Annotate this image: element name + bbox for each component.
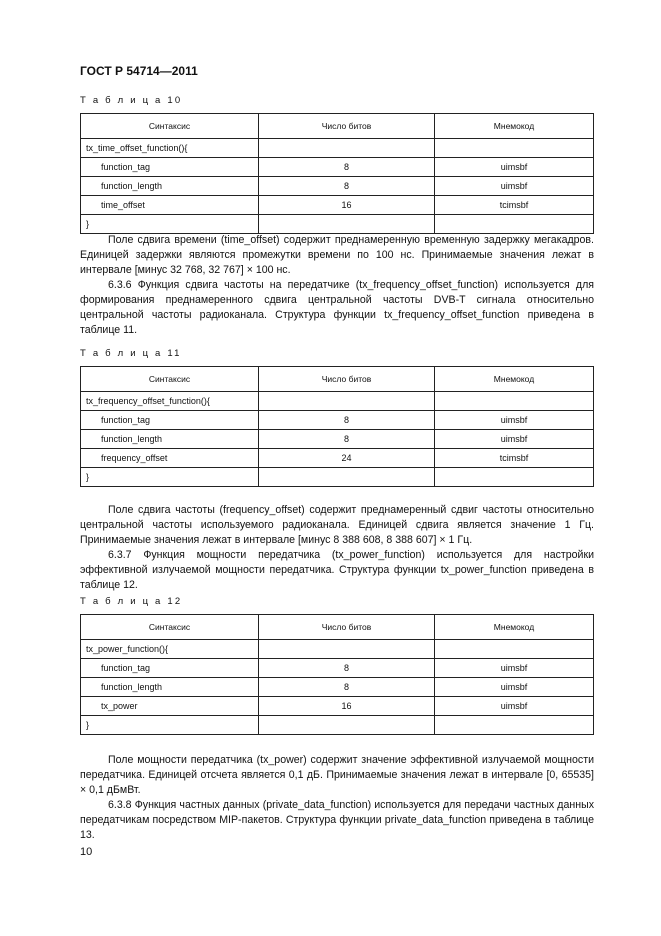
table-cell bbox=[435, 392, 594, 411]
body-text bbox=[80, 233, 594, 338]
table-cell: uimsbf bbox=[435, 411, 594, 430]
paragraph: 6.3.7 Функция мощности передатчика (tx_power_function) используется для настройки эффективной излучаемой мощности передатчика. Структура функции tx_power_function приведена в таблице 12. bbox=[80, 549, 594, 591]
paragraph: Поле мощности передатчика (tx_power) содержит значение эффективной излучаемой мощности передатчика. Единицей отсчета является 0,1 дБ. Принимаемые значения лежат в интервале [0, 65535] × 0,1 дБмВт. bbox=[80, 754, 594, 796]
column-header: Синтаксис bbox=[81, 367, 259, 392]
column-header: Синтаксис bbox=[81, 615, 259, 640]
table-row bbox=[81, 430, 594, 449]
table-cell: tcimsbf bbox=[435, 196, 594, 215]
table-cell bbox=[259, 640, 435, 659]
table-row bbox=[81, 697, 594, 716]
table-cell: tx_frequency_offset_function(){ bbox=[81, 392, 259, 411]
table-row bbox=[81, 158, 594, 177]
table-cell: 8 bbox=[259, 177, 435, 196]
table-cell bbox=[435, 215, 594, 234]
table-row bbox=[81, 215, 594, 234]
table-cell: } bbox=[81, 215, 259, 234]
table-cell bbox=[435, 716, 594, 735]
table-cell: time_offset bbox=[81, 196, 259, 215]
table-cell: uimsbf bbox=[435, 430, 594, 449]
table-row bbox=[81, 196, 594, 215]
column-header: Число битов bbox=[259, 615, 435, 640]
table-cell: uimsbf bbox=[435, 158, 594, 177]
table-cell bbox=[435, 139, 594, 158]
table-cell: uimsbf bbox=[435, 659, 594, 678]
table-caption: Т а б л и ц а 12 bbox=[80, 596, 183, 607]
column-header: Мнемокод bbox=[435, 114, 594, 139]
table-cell: uimsbf bbox=[435, 177, 594, 196]
table-cell: 16 bbox=[259, 196, 435, 215]
table-row bbox=[81, 177, 594, 196]
column-header: Мнемокод bbox=[435, 367, 594, 392]
column-header: Число битов bbox=[259, 114, 435, 139]
table-cell: } bbox=[81, 716, 259, 735]
paragraph: Поле сдвига времени (time_offset) содержит преднамеренную временную задержку мегакадров. Единицей задержки являются промежутки времени по 100 нс. Принимаемые значения лежат в интервале [минус 32 768, 32 767] × 100 нс. bbox=[80, 234, 594, 276]
table-cell: } bbox=[81, 468, 259, 487]
table-cell: function_tag bbox=[81, 158, 259, 177]
table-cell bbox=[259, 392, 435, 411]
column-header: Синтаксис bbox=[81, 114, 259, 139]
table-cell: uimsbf bbox=[435, 697, 594, 716]
column-header: Число битов bbox=[259, 367, 435, 392]
paragraph: 6.3.6 Функция сдвига частоты на передатчике (tx_frequency_offset_function) используется для формирования преднамеренного сдвига центральной частоты DVB-T сигнала относительно центральной частоты радиоканала. Структура функции tx_frequency_offset_function приведена в таблице 11. bbox=[80, 279, 594, 336]
table-cell: function_length bbox=[81, 430, 259, 449]
table-cell: 16 bbox=[259, 697, 435, 716]
table-cell: 8 bbox=[259, 158, 435, 177]
body-text bbox=[80, 503, 594, 593]
table-10 bbox=[80, 113, 594, 234]
table-cell: uimsbf bbox=[435, 678, 594, 697]
table-cell bbox=[435, 640, 594, 659]
table-caption: Т а б л и ц а 10 bbox=[80, 95, 183, 106]
table-cell: tx_time_offset_function(){ bbox=[81, 139, 259, 158]
table-cell: function_length bbox=[81, 678, 259, 697]
table-header-row bbox=[81, 367, 594, 392]
table-cell bbox=[259, 468, 435, 487]
table-caption: Т а б л и ц а 11 bbox=[80, 348, 182, 359]
table-cell: 8 bbox=[259, 659, 435, 678]
table-header-row bbox=[81, 114, 594, 139]
table-cell bbox=[259, 139, 435, 158]
body-text bbox=[80, 753, 594, 843]
table-row bbox=[81, 678, 594, 697]
table-cell: 8 bbox=[259, 430, 435, 449]
table-cell: tcimsbf bbox=[435, 449, 594, 468]
page-number: 10 bbox=[80, 846, 93, 858]
table-cell: 24 bbox=[259, 449, 435, 468]
table-12 bbox=[80, 614, 594, 735]
table-header-row bbox=[81, 615, 594, 640]
table-row bbox=[81, 392, 594, 411]
table-row bbox=[81, 640, 594, 659]
paragraph: Поле сдвига частоты (frequency_offset) содержит преднамеренный сдвиг частоты относительно центральной частоты используемого радиоканала. Единицей сдвига является значение 1 Гц. Принимаемые значения лежат в интервале [минус 8 388 608, 8 388 607] × 1 Гц. bbox=[80, 504, 594, 546]
paragraph: 6.3.8 Функция частных данных (private_data_function) используется для передачи частных данных передатчикам посредством MIP-пакетов. Структура функции private_data_function приведена в таблице 13. bbox=[80, 799, 594, 841]
table-cell: function_tag bbox=[81, 659, 259, 678]
table-cell: function_length bbox=[81, 177, 259, 196]
table-row bbox=[81, 659, 594, 678]
table-row bbox=[81, 139, 594, 158]
table-row bbox=[81, 411, 594, 430]
table-cell bbox=[435, 468, 594, 487]
table-cell bbox=[259, 215, 435, 234]
table-cell: 8 bbox=[259, 678, 435, 697]
table-row bbox=[81, 468, 594, 487]
table-cell: tx_power_function(){ bbox=[81, 640, 259, 659]
table-cell: function_tag bbox=[81, 411, 259, 430]
document-header: ГОСТ Р 54714—2011 bbox=[80, 64, 198, 78]
table-cell: frequency_offset bbox=[81, 449, 259, 468]
table-row bbox=[81, 449, 594, 468]
table-cell bbox=[259, 716, 435, 735]
table-cell: 8 bbox=[259, 411, 435, 430]
table-11 bbox=[80, 366, 594, 487]
table-cell: tx_power bbox=[81, 697, 259, 716]
table-row bbox=[81, 716, 594, 735]
column-header: Мнемокод bbox=[435, 615, 594, 640]
